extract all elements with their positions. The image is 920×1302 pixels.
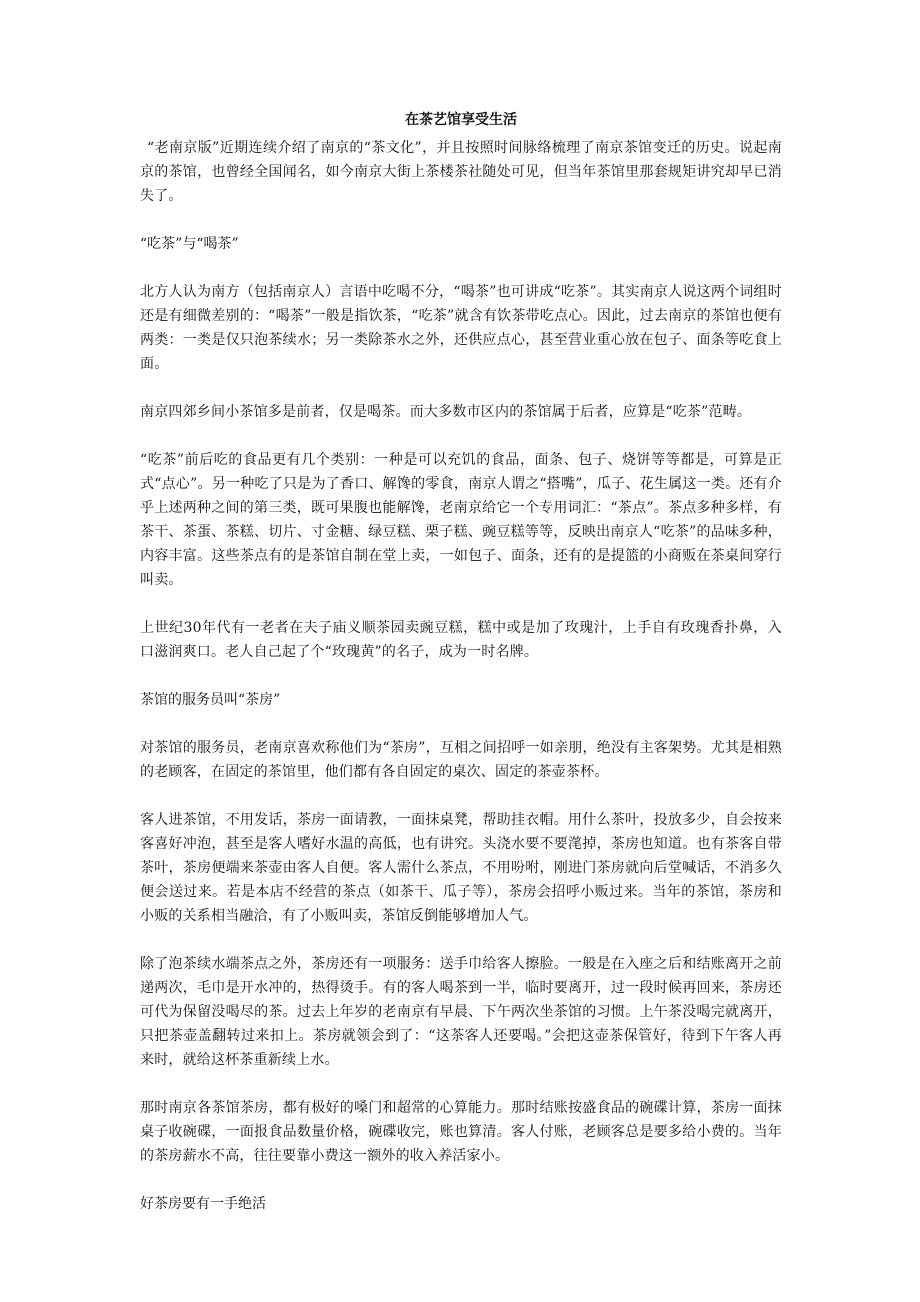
paragraph: 客人进茶馆，不用发话，茶房一面请教，一面抹桌凳，帮助挂衣帽。用什么茶叶，投放多少，自会按来客喜好冲泡，甚至是客人嗜好水温的高低，也有讲究。头浇水要不要滗掉，茶房也知道。也有茶客自带茶叶，茶房便端来茶壶由客人自便。客人需什么茶点，不用吩咐，刚进门茶房就向后堂喊话，不消多久便会送过来。若是本店不经营的茶点（如茶干、瓜子等），茶房会招呼小贩过来。当年的茶馆，茶房和小贩的关系相当融洽，有了小贩叫卖，茶馆反倒能够增加人气。	[140, 812, 782, 924]
document-body	[140, 108, 782, 1240]
paragraph: “吃茶”前后吃的食品更有几个类别：一种是可以充饥的食品，面条、包子、烧饼等等都是，可算是正式“点心”。另一种吃了只是为了香口、解馋的零食，南京人谓之“搭嘴”，瓜子、花生属这一类。还有介乎上述两种之间的第三类，既可果腹也能解馋，老南京给它一个专用词汇：“茶点”。茶点多种多样，有茶干、茶蛋、茶糕、切片、寸金糖、绿豆糕、栗子糕、豌豆糕等等，反映出南京人“吃茶”的品味多种，内容丰富。这些茶点有的是茶馆自制在堂上卖，一如包子、面条，还有的是提篮的小商贩在茶桌间穿行叫卖。	[140, 452, 782, 588]
section-heading-chafang: 茶馆的服务员叫“茶房”	[140, 692, 281, 708]
section-heading-chicha-hecha: “吃茶”与“喝茶”	[140, 236, 239, 252]
paragraph: 除了泡茶续水端茶点之外，茶房还有一项服务：送手巾给客人擦脸。一般是在入座之后和结账离开之前递两次，毛巾是开水冲的，热得烫手。有的客人喝茶到一半，临时要离开，过一段时候再回来，茶房还可代为保留没喝尽的茶。过去上年岁的老南京有早晨、下午两次坐茶馆的习惯。上午茶没喝完就离开，只把茶壶盖翻转过来扣上。茶房就领会到了：“这茶客人还要喝。”会把这壶茶保管好，待到下午客人再来时，就给这杯茶重新续上水。	[140, 956, 782, 1068]
paragraph: 对茶馆的服务员，老南京喜欢称他们为“茶房”，互相之间招呼一如亲朋，绝没有主客架势。尤其是相熟的老顾客，在固定的茶馆里，他们都有各自固定的桌次、固定的茶壶茶杯。	[140, 740, 782, 780]
intro-paragraph: “老南京版”近期连续介绍了南京的“茶文化”，并且按照时间脉络梳理了南京茶馆变迁的历史。说起南京的茶馆，也曾经全国闻名，如今南京大街上茶楼茶社随处可见，但当年茶馆里那套规矩讲究却早已消失了。	[140, 140, 782, 204]
paragraph: 那时南京各茶馆茶房，都有极好的嗓门和超常的心算能力。那时结账按盛食品的碗碟计算，茶房一面抹桌子收碗碟，一面报食品数量价格，碗碟收完，账也算清。客人付账，老顾客总是要多给小费的。当年的茶房薪水不高，往往要靠小费这一额外的收入养活家小。	[140, 1100, 782, 1164]
paragraph: 北方人认为南方（包括南京人）言语中吃喝不分，“喝茶”也可讲成“吃茶”。其实南京人说这两个词组时还是有细微差别的：“喝茶”一般是指饮茶，“吃茶”就含有饮茶带吃点心。因此，过去南京的茶馆也便有两类：一类是仅只泡茶续水；另一类除茶水之外，还供应点心，甚至营业重心放在包子、面条等吃食上面。	[140, 284, 782, 372]
section-heading-juehuo: 好茶房要有一手绝活	[140, 1196, 266, 1212]
document-title: 在茶艺馆享受生活	[405, 112, 517, 128]
paragraph: 南京四郊乡间小茶馆多是前者，仅是喝茶。而大多数市区内的茶馆属于后者，应算是“吃茶”范畴。	[140, 404, 752, 420]
paragraph: 上世纪30年代有一老者在夫子庙义顺茶园卖豌豆糕，糕中或是加了玫瑰汁，上手自有玫瑰香扑鼻，入口滋润爽口。老人自己起了个“玫瑰黄”的名子，成为一时名牌。	[140, 620, 782, 660]
